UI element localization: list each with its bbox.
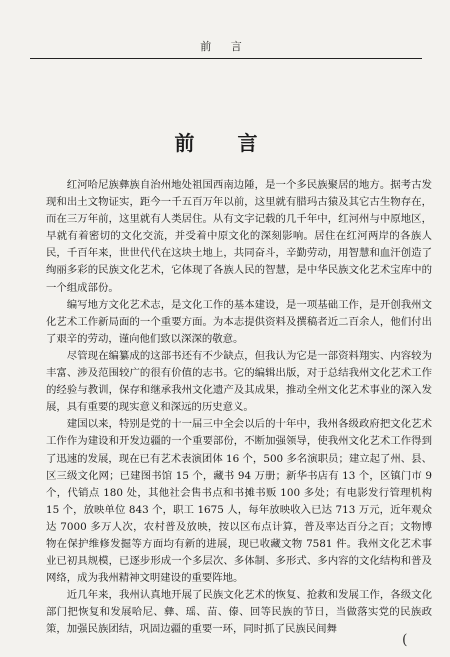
paragraph-1: 红河哈尼族彝族自治州地处祖国西南边陲，是一个多民族聚居的地方。据考古发现和出土文物证实，距今一千五百万年以前，这里就有腊玛古猿及其它古生物存在，而在三万年前，这里就有人类居住。从有文字记载的几千年中，红河州与中原地区，早就有着密切的文化交流，并受着中原文化的深刻影响。居住在红河两岸的各族人民，千百年来，世世代代在这块土地上，共同奋斗，辛勤劳动，用智慧和血汗创造了绚丽多彩的民族文化艺术，它体现了各族人民的智慧，是中华民族文化艺术宝库中的一个组成部份。	[46, 179, 432, 294]
paragraph-3: 尽管现在编纂成的这部书还有不少缺点，但我认为它是一部资料翔实、内容较为丰富、涉及范围较广的很有价值的志书。它的编辑出版，对于总结我州文化艺术工作的经验与教训，保存和继承我州文化遗产及其成果，推动全州文化艺术事业的深入发展，具有重要的现实意义和深远的历史意义。	[46, 349, 432, 414]
running-head: 前 言	[200, 40, 250, 53]
header-rule	[30, 58, 422, 59]
paragraph-2: 编写地方文化艺术志，是文化工作的基本建设，是一项基础工作，是开创我州文化艺术工作新局面的一个重要方面。为本志提供资料及撰稿者近二百余人，他们付出了艰辛的劳动，谨向他们致以深深的敬意。	[46, 298, 432, 345]
paragraph-4: 建国以来，特别是党的十一届三中全会以后的十年中，我州各级政府把文化艺术工作作为建设和开发边疆的一个重要部份，不断加强领导，使我州文化艺术工作得到了迅速的发展，现在已有艺术表演团体 16 个，500 多名演职员；建立起了州、县、区三级文化网；已建图书馆 15 个，藏书 94 万册；新华书店有 13 个，区镇门市 9 个，代销点 180 处，其他社会售书点和书摊书贩 100 多处；有电影发行管理机构 15 个，放映单位 843 个，职工 1675 人，每年放映收入已达 713 万元，近年观众达 7000 多万人次，农村普及放映，按以区布点计算，普及率达百分之百；文物博物在保护维修发掘等方面均有新的进展，现已收藏文物 7581 件。我州文化艺术事业已初具规模，已逐步形成一个多层次、多体制、多形式、多内容的文化结构和普及网络，成为我州精神文明建设的重要阵地。	[46, 418, 432, 585]
body-text	[46, 177, 432, 639]
chapter-title: 前 言	[174, 131, 276, 155]
margin-pencil-mark: (	[402, 632, 408, 648]
paragraph-5: 近几年来，我州认真地开展了民族文化艺术的恢复、抢救和发展工作，各级文化部门把恢复和发展哈尼、彝、瑶、苗、傣、回等民族的节日，当做落实党的民族政策，加强民族团结，巩固边疆的重要一环，同时抓了民族民间舞	[46, 589, 432, 636]
